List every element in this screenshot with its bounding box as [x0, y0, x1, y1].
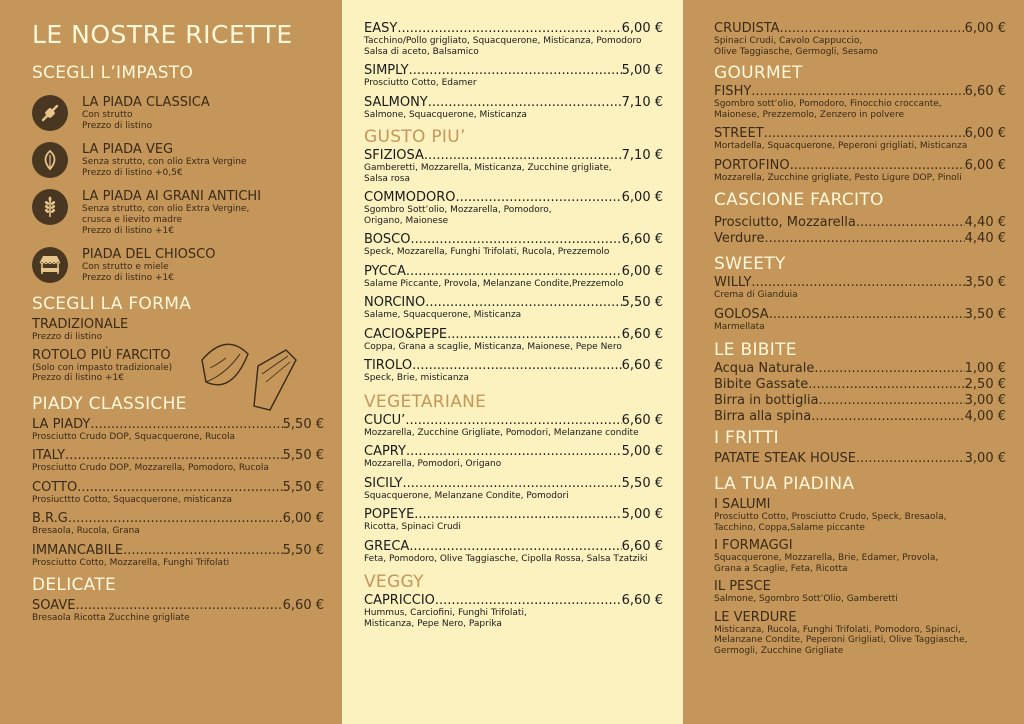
dot-leader — [406, 265, 622, 279]
menu-item — [32, 544, 324, 569]
dot-leader — [65, 449, 283, 463]
rolling-pin-icon — [32, 95, 68, 131]
impasto-name: PIADA DEL CHIOSCO — [82, 247, 216, 262]
section-heading-impasto: SCEGLI L’IMPASTO — [32, 63, 194, 83]
menu-item-price: 5,00 € — [621, 507, 663, 522]
impasto-text — [82, 189, 261, 237]
menu-item-name: POPEYE — [364, 507, 415, 522]
menu-item-row — [714, 452, 1006, 466]
menu-item — [714, 378, 1006, 392]
menu-item-price: 2,50 € — [964, 377, 1006, 392]
menu-item-name: IL PESCE — [714, 579, 771, 594]
dot-leader — [769, 308, 965, 322]
menu-item-description: Maionese, Prezzemolo, Zenzero in polvere — [714, 109, 904, 120]
impasto-text — [82, 95, 210, 132]
dot-leader — [397, 22, 621, 36]
menu-item-description: Melanzane Condite, Peperoni Grigliati, Olive Taggiasche, — [714, 635, 968, 645]
impasti-list — [32, 95, 324, 284]
menu-item-name: TIROLO — [364, 358, 413, 373]
menu-item-description: Prosciutto Crudo DOP, Mozzarella, Pomodoro, Rucola — [32, 463, 269, 473]
vegetariane-list — [364, 414, 663, 565]
menu-item-row — [714, 378, 1006, 392]
mid-top-list — [364, 22, 663, 120]
section-heading-cascione: CASCIONE FARCITO — [714, 190, 884, 210]
menu-item-price: 3,50 € — [964, 306, 1006, 322]
dot-leader — [409, 540, 621, 554]
menu-item — [364, 64, 663, 89]
menu-item-name: PYCCA — [364, 263, 406, 279]
menu-item-name: COTTO — [32, 479, 78, 495]
menu-item-price: 5,50 € — [282, 416, 324, 432]
dot-leader — [68, 512, 283, 526]
menu-item — [364, 508, 663, 533]
menu-item — [714, 410, 1006, 424]
menu-item-price: 7,10 € — [621, 148, 663, 163]
dot-leader — [751, 85, 964, 99]
menu-item-price: 6,60 € — [621, 538, 663, 554]
dot-leader — [790, 159, 965, 173]
menu-item-description: Squacquerone, Mozzarella, Brie, Edamer, Provola, — [714, 553, 939, 563]
dot-leader — [856, 452, 965, 466]
menu-item-name: SFIZIOSA — [364, 148, 424, 163]
menu-item-description: Origano, Maionese — [364, 215, 449, 226]
menu-item-name: ITALY — [32, 448, 66, 463]
menu-item-price: 6,60 € — [621, 358, 663, 373]
menu-item-row — [364, 328, 663, 342]
menu-item-description: Misticanza, Pepe Nero, Paprika — [364, 618, 502, 629]
dot-leader — [77, 481, 282, 495]
kiosk-icon — [32, 247, 68, 283]
menu-item — [32, 481, 324, 506]
menu-item-price: 6,60 € — [964, 84, 1006, 99]
section-heading-delicate: DELICATE — [32, 575, 117, 595]
menu-item-description: Prosciutto Cotto, Mozzarella, Funghi Trifolati — [32, 557, 230, 568]
menu-item-description: Olive Taggiasche, Germogli, Sesamo — [714, 46, 878, 57]
menu-item-name: SOAVE — [32, 598, 76, 613]
wheat-icon — [32, 189, 68, 225]
menu-item-description: Speck, Mozzarella, Funghi Trifolati, Rucola, Prezzemolo — [364, 247, 610, 257]
menu-item-name: PORTOFINO — [714, 157, 790, 173]
delicate-list — [32, 599, 324, 624]
menu-item — [364, 540, 663, 565]
menu-item-name: CUCU’ — [364, 412, 406, 428]
menu-item-description: Coppa, Grana a scaglie, Misticanza, Maionese, Pepe Nero — [364, 341, 622, 352]
menu-item-name: NORCINO — [364, 295, 426, 310]
impasto-option — [32, 142, 324, 179]
right-column — [683, 0, 1024, 724]
middle-column — [342, 0, 683, 724]
left-column — [0, 0, 342, 724]
menu-item-description: Mortadella, Squacquerone, Peperoni grigliati, Misticanza — [714, 141, 968, 151]
menu-item-price: 6,60 € — [621, 326, 663, 342]
menu-item — [714, 308, 1006, 333]
menu-item-price: 3,00 € — [964, 393, 1006, 408]
leaf-icon — [32, 142, 68, 178]
menu-item-row — [32, 418, 324, 432]
impasto-option — [32, 189, 324, 237]
menu-item-row — [364, 477, 663, 491]
menu-item-row — [714, 22, 1006, 36]
menu-item-description: Sgombro Sott’olio, Mozzarella, Pomodoro, — [364, 205, 552, 215]
menu-item-description: Speck, Brie, misticanza — [364, 373, 469, 383]
menu-item-description: (Solo con impasto tradizionale) — [32, 362, 173, 373]
dot-leader — [455, 191, 621, 205]
menu-item-description: Bresaola Ricotta Zucchine grigliate — [32, 613, 190, 623]
menu-item-description: Prosciutto Cotto, Prosciutto Crudo, Speck, Bresaola, — [714, 512, 947, 522]
menu-item-description: Prosciutto Crudo DOP, Squacquerone, Rucola — [32, 431, 236, 442]
menu-item — [364, 96, 663, 121]
menu-item-row — [714, 159, 1006, 173]
menu-item-row — [714, 232, 1006, 246]
dot-leader — [447, 328, 622, 342]
menu-item-price: 6,00 € — [621, 190, 663, 205]
dot-leader — [412, 359, 622, 373]
menu-item — [714, 580, 1006, 605]
menu-item-price: 6,60 € — [282, 598, 324, 613]
menu-item-description: Misticanza, Rucola, Funghi Trifolati, Pomodoro, Spinaci, — [714, 624, 961, 635]
menu-item-row — [364, 359, 663, 373]
classiche-list — [32, 418, 324, 569]
menu-item-name: WILLY — [714, 275, 752, 290]
menu-item-price: 5,50 € — [621, 475, 663, 491]
sweety-list — [714, 276, 1006, 332]
menu-item-name: CRUDISTA — [714, 21, 780, 36]
dot-leader — [435, 594, 622, 608]
menu-item — [32, 599, 324, 624]
dot-leader — [811, 410, 964, 424]
gusto-list — [364, 149, 663, 384]
menu-item — [32, 512, 324, 537]
menu-item — [364, 296, 663, 321]
menu-item-description: Salmone, Sgombro Sott’Olio, Gamberetti — [714, 594, 898, 604]
dot-leader — [414, 508, 621, 522]
menu-item — [714, 216, 1006, 230]
menu-item — [714, 232, 1006, 246]
menu-item-price: 5,50 € — [282, 448, 324, 463]
menu-item — [364, 477, 663, 502]
menu-item-name: GRECA — [364, 538, 410, 554]
section-heading-veggy: VEGGY — [364, 572, 424, 592]
dot-leader — [780, 22, 965, 36]
menu-item-name: LE VERDURE — [714, 609, 797, 625]
menu-item-name: BOSCO — [364, 232, 411, 247]
menu-item-name: PATATE STEAK HOUSE — [714, 451, 856, 466]
menu-item-row — [364, 149, 663, 163]
dot-leader — [751, 276, 964, 290]
menu-item — [714, 611, 1006, 657]
dot-leader — [814, 362, 964, 376]
menu-item-name: GOLOSA — [714, 306, 769, 322]
dot-leader — [123, 544, 283, 558]
menu-item-name: IMMANCABILE — [32, 542, 124, 558]
cascione-list — [714, 216, 1006, 246]
menu-item-description: Salame, Squacquerone, Misticanza — [364, 310, 522, 320]
menu-item-row — [714, 216, 1006, 230]
menu-item-price: 5,00 € — [621, 444, 663, 459]
gourmet-list — [714, 85, 1006, 183]
menu-item — [364, 149, 663, 184]
menu-item-description: Sgombro sott’olio, Pomodoro, Finocchio croccante, — [714, 99, 942, 109]
impasto-description: Prezzo di listino +0,5€ — [82, 168, 183, 178]
menu-item-description: Prezzo di listino — [32, 332, 103, 342]
menu-item-description: Salame Piccante, Provola, Melanzane Condite,Prezzemolo — [364, 278, 624, 289]
section-heading-classiche: PIADY CLASSICHE — [32, 393, 187, 414]
impasto-text — [82, 247, 215, 284]
menu-item-price: 6,60 € — [621, 232, 663, 247]
menu-item — [32, 449, 324, 474]
menu-item-name: COMMODORO — [364, 190, 456, 205]
dot-leader — [819, 394, 965, 408]
menu-item-row — [714, 85, 1006, 99]
menu-item-price: 6,00 € — [282, 511, 324, 526]
impasto-description: Senza strutto, con olio Extra Vergine, — [82, 204, 250, 214]
menu-item — [364, 191, 663, 226]
menu-item-row — [714, 362, 1006, 376]
menu-item-row — [364, 265, 663, 279]
dot-leader — [409, 64, 622, 78]
section-heading-gourmet: GOURMET — [714, 63, 803, 83]
menu-item-description: Tacchino, Coppa,Salame piccante — [714, 522, 865, 533]
menu-item-name: I SALUMI — [714, 497, 771, 512]
menu-item-description: Germogli, Zucchine Grigliate — [714, 645, 844, 656]
menu-item-row — [364, 508, 663, 522]
menu-item-row — [364, 540, 663, 554]
menu-item-row — [714, 276, 1006, 290]
menu-item — [364, 22, 663, 57]
impasto-description: crusca e lievito madre — [82, 215, 183, 225]
impasto-option — [32, 247, 324, 284]
menu-item-price: 6,00 € — [964, 21, 1006, 36]
menu-item — [714, 276, 1006, 301]
dot-leader — [765, 232, 965, 246]
impasto-name: LA PIADA VEG — [82, 142, 174, 157]
menu-item-price: 4,00 € — [964, 409, 1006, 424]
menu-item-price: 4,40 € — [964, 215, 1006, 230]
menu-item-price: 7,10 € — [621, 94, 663, 110]
menu-item — [364, 359, 663, 384]
menu-item-name: B.R.G — [32, 511, 68, 526]
menu-item — [364, 445, 663, 470]
menu-item — [714, 394, 1006, 408]
dot-leader — [406, 445, 622, 459]
dot-leader — [428, 96, 622, 110]
menu-item-price: 6,00 € — [964, 126, 1006, 141]
menu-item-name: SICILY — [364, 475, 403, 491]
impasto-description: Senza strutto, con olio Extra Vergine — [82, 157, 247, 167]
menu-item-row — [32, 449, 324, 463]
impasto-description: Con strutto — [82, 110, 133, 120]
menu-item-price: 5,50 € — [282, 479, 324, 495]
menu-item — [714, 127, 1006, 152]
menu-item-price: 5,50 € — [621, 295, 663, 310]
menu-item-price: 6,00 € — [621, 21, 663, 36]
menu-item-description: Squacquerone, Melanzane Condite, Pomodori — [364, 490, 569, 501]
menu-item-row — [364, 96, 663, 110]
menu-item — [714, 22, 1006, 57]
menu-item-row — [714, 127, 1006, 141]
dot-leader — [764, 127, 965, 141]
menu-item-description: Tacchino/Pollo grigliato, Squacquerone, Misticanza, Pomodoro — [364, 36, 642, 46]
dot-leader — [402, 477, 621, 491]
menu-item-row — [32, 544, 324, 558]
section-heading-fritti: I FRITTI — [714, 428, 779, 448]
menu-item-description: Bresaola, Rucola, Grana — [32, 526, 140, 536]
menu-item-row — [364, 594, 663, 608]
bibite-list — [714, 362, 1006, 424]
menu-item-row — [364, 414, 663, 428]
menu-item-row — [364, 64, 663, 78]
menu-item-description: Mozzarella, Pomodori, Origano — [364, 459, 502, 469]
menu-item-price: 6,00 € — [621, 263, 663, 279]
menu-item-name: FISHY — [714, 84, 752, 99]
menu-item-description: Ricotta, Spinaci Crudi — [364, 522, 461, 532]
menu-item-description: Crema di Gianduia — [714, 290, 798, 300]
menu-item-price: 3,50 € — [964, 275, 1006, 290]
menu-item — [714, 85, 1006, 120]
menu-item-name: STREET — [714, 126, 764, 141]
menu-item-row — [364, 296, 663, 310]
impasto-option — [32, 95, 324, 132]
menu-item-description: Hummus, Carciofini, Funghi Trifolati, — [364, 608, 527, 618]
dot-leader — [90, 418, 282, 432]
menu-item-row — [364, 445, 663, 459]
menu-item-row — [32, 481, 324, 495]
menu-item-row — [364, 233, 663, 247]
menu-item-row — [714, 410, 1006, 424]
menu-item — [714, 498, 1006, 533]
menu-item-description: Marmellata — [714, 321, 765, 332]
veggy-list — [364, 594, 663, 629]
menu-item — [714, 159, 1006, 184]
menu-item-name: TRADIZIONALE — [32, 317, 129, 332]
menu-item-row — [32, 512, 324, 526]
menu-item-name: CAPRY — [364, 444, 406, 459]
impasto-text — [82, 142, 246, 179]
menu-item — [714, 452, 1006, 466]
piadina-shapes-illustration — [196, 334, 306, 414]
menu-item — [364, 594, 663, 629]
menu-item-name: SIMPLY — [364, 63, 409, 78]
menu-item-description: Mozzarella, Zucchine Grigliate, Pomodori, Melanzane condite — [364, 427, 639, 438]
impasto-name: LA PIADA AI GRANI ANTICHI — [82, 189, 262, 204]
menu-item — [364, 233, 663, 258]
impasto-description: Prezzo di listino +1€ — [82, 273, 174, 283]
menu-item-name: SALMONY — [364, 94, 428, 110]
dot-leader — [75, 599, 282, 613]
menu-item-description: Spinaci Crudi, Cavolo Cappuccio, — [714, 36, 863, 46]
menu-item-description: Salsa di aceto, Balsamico — [364, 46, 479, 57]
right-top-list — [714, 22, 1006, 57]
dot-leader — [856, 216, 965, 230]
menu-item-description: Prezzo di listino +1€ — [32, 373, 124, 383]
tua-piadina-list — [714, 498, 1006, 656]
menu-item-description: Mozzarella, Zucchine grigliate, Pesto Ligure DOP, Pinoli — [714, 172, 962, 183]
menu-item-price: 6,60 € — [621, 412, 663, 428]
menu-item-row — [364, 22, 663, 36]
menu-item-name: EASY — [364, 21, 398, 36]
menu-item-name: Prosciutto, Mozzarella — [714, 215, 856, 230]
menu-item-price: 5,50 € — [282, 542, 324, 558]
fritti-list — [714, 452, 1006, 466]
menu-item-name: Acqua Naturale — [714, 361, 815, 376]
menu-item-description: Grana a Scaglie, Feta, Ricotta — [714, 563, 848, 574]
page-title: LE NOSTRE RICETTE — [32, 20, 293, 49]
dot-leader — [808, 378, 964, 392]
section-heading-forma: SCEGLI LA FORMA — [32, 294, 192, 314]
menu-item-price: 4,40 € — [964, 231, 1006, 246]
dot-leader — [424, 149, 622, 163]
section-heading-vegetariane: VEGETARIANE — [364, 391, 487, 412]
section-heading-sweety: SWEETY — [714, 254, 786, 274]
menu-item-price: 6,60 € — [621, 593, 663, 608]
section-heading-tua-piadina: LA TUA PIADINA — [714, 474, 855, 494]
menu-item — [714, 362, 1006, 376]
menu-item — [714, 539, 1006, 574]
menu-item-description: Salsa rosa — [364, 173, 411, 184]
menu-item-description: Salmone, Squacquerone, Misticanza — [364, 109, 527, 120]
menu-item-description: Prosciutto Cotto, Edamer — [364, 78, 477, 88]
menu-item-price: 3,00 € — [964, 451, 1006, 466]
menu-item-price: 6,00 € — [964, 157, 1006, 173]
menu-item-name: CACIO&PEPE — [364, 326, 448, 342]
menu-item-row — [32, 599, 324, 613]
menu-item-name: CAPRICCIO — [364, 593, 435, 608]
impasto-description: Prezzo di listino +1€ — [82, 226, 174, 236]
impasto-description: Prezzo di listino — [82, 121, 153, 131]
section-heading-gusto: GUSTO PIU’ — [364, 127, 466, 147]
menu-item-description: Prosiucttto Cotto, Squacquerone, misticanza — [32, 494, 233, 505]
menu-item-row — [714, 394, 1006, 408]
menu-item-row — [714, 308, 1006, 322]
impasto-description: Con strutto e miele — [82, 262, 169, 272]
menu-item-name: I FORMAGGI — [714, 538, 793, 553]
menu-item — [364, 328, 663, 353]
dot-leader — [410, 233, 621, 247]
menu-item-description: Gamberetti, Mozzarella, Misticanza, Zucchine grigliate, — [364, 163, 612, 173]
impasto-name: LA PIADA CLASSICA — [82, 95, 210, 110]
menu-item-price: 5,00 € — [621, 63, 663, 78]
dot-leader — [405, 414, 621, 428]
menu-item — [32, 418, 324, 443]
menu-item — [364, 265, 663, 290]
menu-item-name: Bibite Gassate — [714, 377, 809, 392]
menu-item-name: LA PIADY — [32, 416, 91, 432]
menu-item-row — [364, 191, 663, 205]
menu-item-name: Birra in bottiglia — [714, 393, 819, 408]
menu-item-name: ROTOLO PIÙ FARCITO — [32, 347, 171, 363]
menu-item-name: Birra alla spina — [714, 409, 812, 424]
menu-item-description: Feta, Pomodoro, Olive Taggiasche, Cipolla Rossa, Salsa Tzatziki — [364, 553, 648, 564]
menu-item — [364, 414, 663, 439]
section-heading-bibite: LE BIBITE — [714, 340, 797, 360]
menu-item-name: Verdure — [714, 231, 765, 246]
dot-leader — [425, 296, 621, 310]
menu-item-price: 1,00 € — [964, 361, 1006, 376]
